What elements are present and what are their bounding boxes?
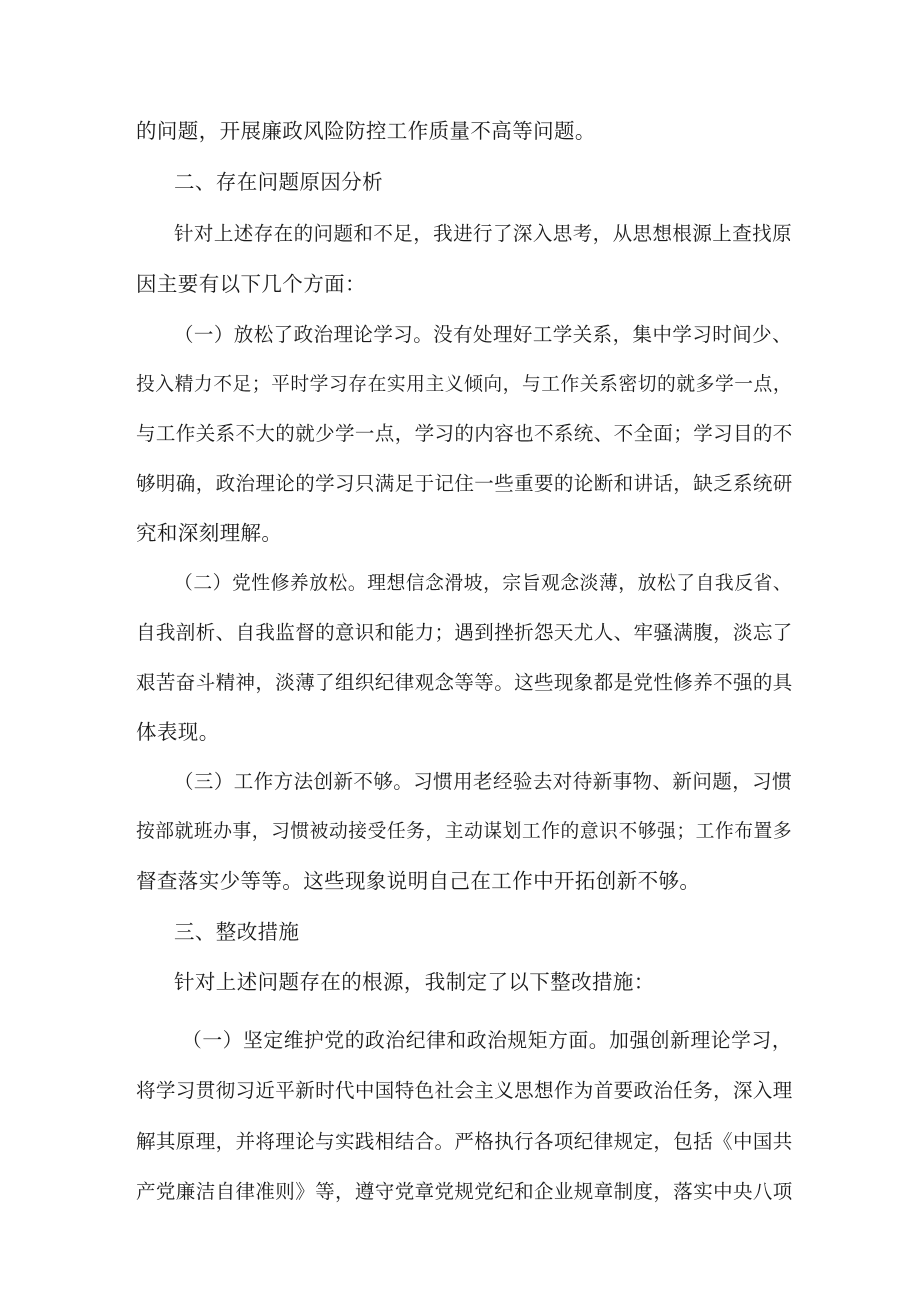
paragraph-line: 将学习贯彻习近平新时代中国特色社会主义思想作为首要政治任务，深入理 (136, 1079, 793, 1102)
paragraph-line: 针对上述存在的问题和不足，我进行了深入思考，从思想根源上查找原 (174, 222, 792, 245)
section-heading: 三、整改措施 (174, 920, 300, 944)
paragraph-line: 解其原理，并将理论与实践相结合。严格执行各项纪律规定，包括《中国共 (136, 1130, 793, 1153)
paragraph-line: 按部就班办事，习惯被动接受任务，主动谋划工作的意识不够强；工作布置多 (136, 821, 792, 842)
paragraph-line: （一）坚定维护党的政治纪律和政治规矩方面。加强创新理论学习， (182, 1029, 792, 1052)
paragraph-line: 督查落实少等等。这些现象说明自己在工作中开拓创新不够。 (136, 869, 701, 893)
paragraph-line: 因主要有以下几个方面： (136, 272, 366, 296)
paragraph-line: （二）党性修养放松。理想信念滑坡，宗旨观念淡薄，放松了自我反省、 (174, 573, 792, 594)
paragraph-line: 投入精力不足；平时学习存在实用主义倾向，与工作关系密切的就多学一点， (136, 374, 792, 395)
paragraph-line: 与工作关系不大的就少学一点，学习的内容也不系统、不全面；学习目的不 (136, 422, 793, 445)
paragraph-line: 体表现。 (136, 720, 220, 744)
paragraph-line: （一）放松了政治理论学习。没有处理好工学关系，集中学习时间少、 (174, 323, 792, 346)
section-heading: 二、存在问题原因分析 (174, 170, 383, 194)
paragraph-line: （三）工作方法创新不够。习惯用老经验去对待新事物、新问题，习惯 (174, 770, 792, 793)
paragraph-line: 针对上述问题存在的根源，我制定了以下整改措施： (174, 970, 655, 994)
paragraph-line: 产党廉洁自律准则》等，遵守党章党规党纪和企业规章制度，落实中央八项 (136, 1180, 793, 1203)
paragraph-line: 艰苦奋斗精神，淡薄了组织纪律观念等等。这些现象都是党性修养不强的具 (136, 671, 793, 694)
paragraph-line: 自我剖析、自我监督的意识和能力；遇到挫折怨天尤人、牢骚满腹，淡忘了 (136, 621, 793, 644)
paragraph-line: 究和深刻理解。 (136, 521, 283, 545)
paragraph-line: 够明确，政治理论的学习只满足于记住一些重要的论断和讲话，缺乏系统研 (136, 472, 793, 495)
paragraph-line: 的问题，开展廉政风险防控工作质量不高等问题。 (136, 119, 596, 143)
